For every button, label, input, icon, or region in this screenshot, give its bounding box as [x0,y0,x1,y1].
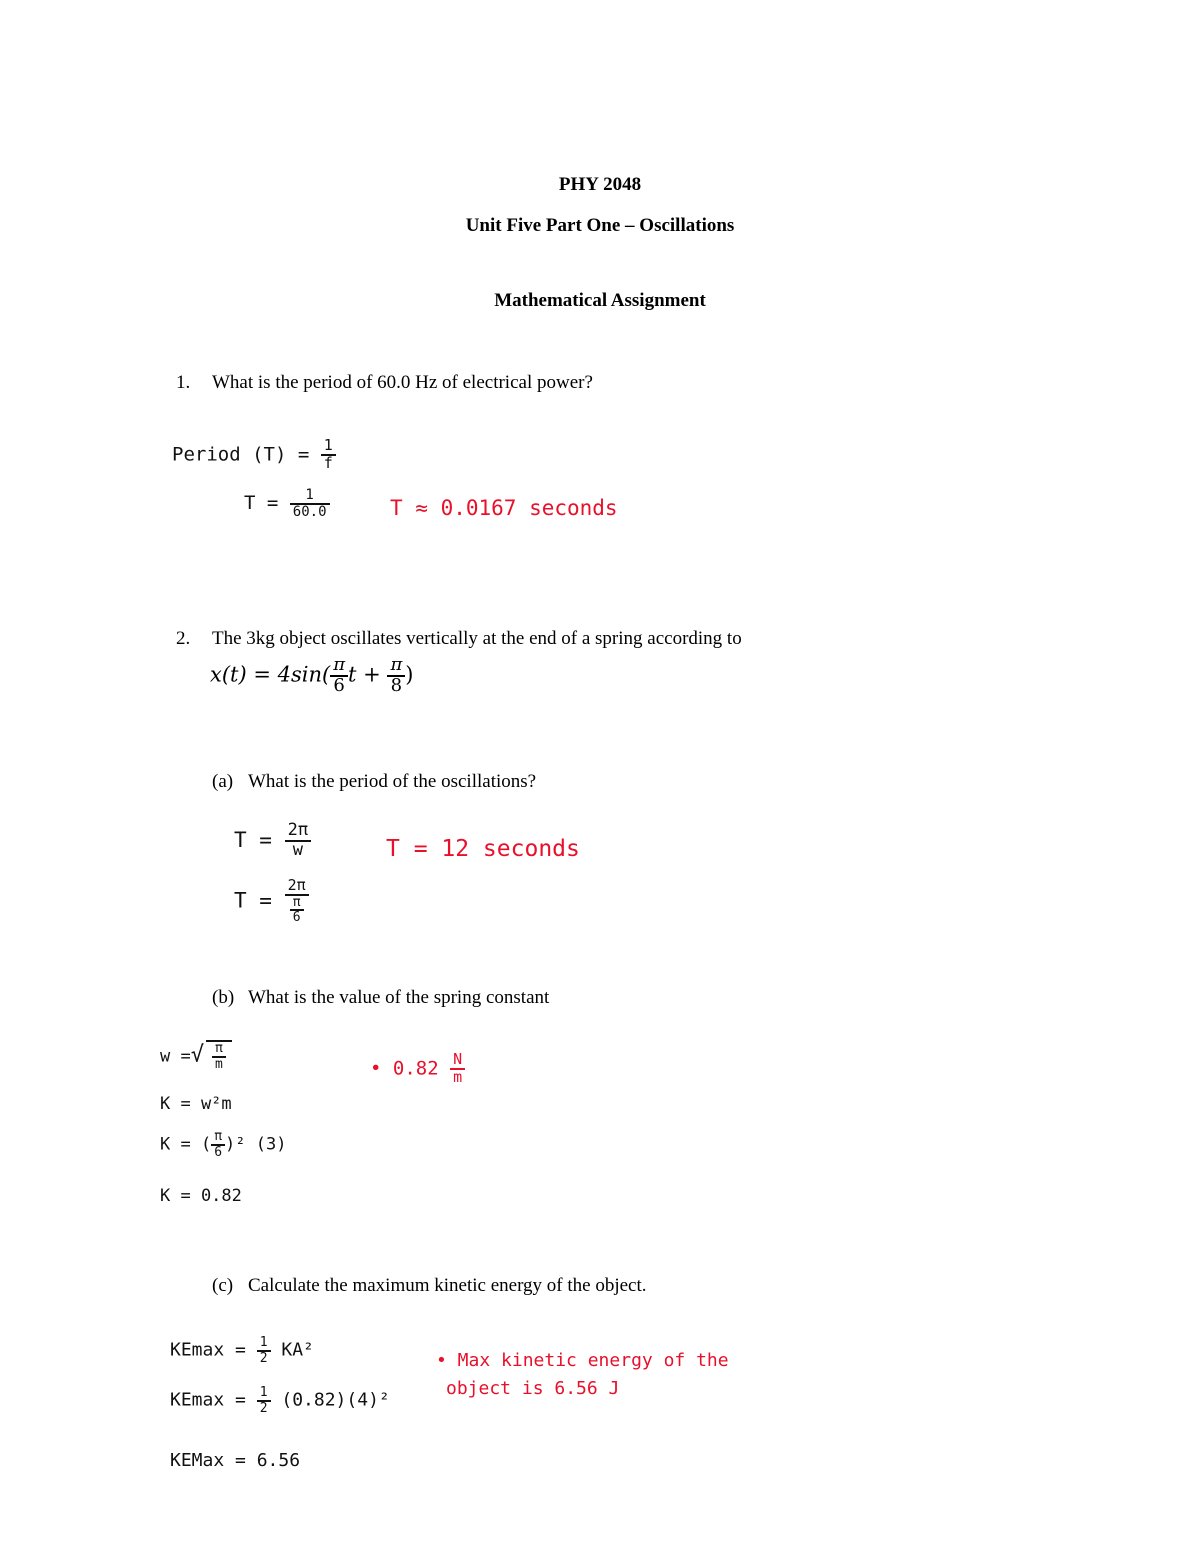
equation-lhs: x(t) = 4sin( [210,662,331,687]
q2c-fraction-1-over-2 [257,1386,271,1415]
q2a-work-line2 [234,878,309,925]
q2c-work-line1 [170,1336,314,1365]
q2c-fraction-1-over-2 [257,1336,271,1365]
fraction-numerator: 2π [285,822,311,842]
q2a-work-line2-lhs: T = [234,888,272,913]
fraction-numerator: π [211,1130,225,1146]
q2b-fraction-pi-over-6 [211,1130,225,1159]
q2c-work-line1-lhs: KEmax = [170,1339,246,1361]
course-title: PHY 2048 [558,174,642,195]
fraction-denominator [285,896,309,925]
q2b-answer-unit-n-over-m [450,1052,465,1086]
fraction-numerator: π [290,896,304,912]
q2a-work-line1-lhs: T = [234,827,272,852]
q2b-work-line1-lhs: w = [160,1046,191,1067]
q2a-fraction-2pi-over-w [285,822,311,860]
q2b-work-line3 [160,1130,286,1159]
q2c-work-line2 [170,1386,390,1415]
q2b-work-line2: K = w²m [160,1094,232,1114]
fraction-numerator: π [387,656,405,677]
fraction-denominator: 8 [390,674,403,696]
equation-fraction-pi-over-8 [387,656,405,696]
sqrt-radicand [206,1040,232,1071]
q2b-label: (b) [212,987,235,1008]
fraction-numerator: 1 [321,438,336,456]
q1-work-line2-lhs: T = [244,492,279,515]
fraction-numerator: 1 [290,488,330,505]
assignment-title: Mathematical Assignment [494,290,706,311]
q1-fraction-1-over-f [321,438,336,472]
fraction-denominator: m [453,1067,463,1086]
q2c-label: (c) [212,1275,234,1296]
q1-work-line2 [244,488,330,519]
q2c-text: Calculate the maximum kinetic energy of the object. [248,1275,647,1296]
q2a-label: (a) [212,771,234,792]
equation-close: ) [405,662,414,687]
fraction-denominator: w [292,839,303,860]
unit-title: Unit Five Part One – Oscillations [465,215,735,236]
fraction-denominator: 6 [292,910,301,926]
q2a-work-line1 [234,822,311,860]
equation-fraction-pi-over-6 [330,656,348,696]
fraction-numerator: π [330,656,348,677]
q2-text: The 3kg object oscillates vertically at the end of a spring according to [212,628,742,649]
q2b-text: What is the value of the spring constant [248,987,550,1008]
fraction-numerator: 1 [257,1336,271,1352]
q2c-work-line3: KEMax = 6.56 [170,1450,301,1471]
q1-answer: T ≈ 0.0167 seconds [390,496,618,520]
q2b-work-line4: K = 0.82 [160,1186,242,1206]
q2c-answer-line2: object is 6.56 J [446,1378,620,1399]
fraction-numerator: N [450,1052,465,1070]
fraction-denominator: 2 [259,1350,268,1366]
sqrt-icon: √ [190,1042,204,1068]
fraction-numerator: 1 [257,1386,271,1402]
q2a-text: What is the period of the oscillations? [248,771,537,792]
fraction-denominator: 60.0 [292,503,327,520]
q2b-answer [370,1052,465,1086]
q1-text: What is the period of 60.0 Hz of electrical power? [212,372,593,393]
fraction-denominator: 6 [333,674,345,696]
q1-work-line1 [172,438,336,472]
q2c-answer-line1: • Max kinetic energy of the [436,1350,729,1371]
fraction-denominator: 2 [259,1400,268,1416]
fraction-denominator: m [214,1056,223,1072]
q1-work-line1-lhs: Period (T) = [172,443,310,466]
q1-fraction-1-over-60 [290,488,330,519]
q2a-answer: T = 12 seconds [386,836,580,862]
fraction-numerator: π [212,1042,226,1058]
equation-t-plus: t + [348,662,381,687]
q2-equation [210,656,413,696]
q2c-work-line1-rhs: KA² [281,1339,314,1361]
q2c-work-line2-lhs: KEmax = [170,1389,246,1411]
q2b-work-line3-lhs: K = ( [160,1134,212,1155]
fraction-denominator: f [323,453,333,472]
nested-fraction-pi-over-6 [290,896,304,925]
q2-number: 2. [176,628,191,649]
q2b-fraction-pi-over-m [212,1042,226,1071]
q1-number: 1. [176,372,191,393]
q2b-answer-value: • 0.82 [370,1057,439,1080]
q2b-work-line3-rhs: )² (3) [225,1134,287,1155]
q2b-work-line1 [160,1040,232,1071]
q2a-fraction-2pi-over-pi6 [285,878,309,925]
fraction-numerator: 2π [285,878,309,896]
fraction-denominator: 6 [214,1144,223,1160]
q2c-work-line2-rhs: (0.82)(4)² [281,1389,390,1411]
